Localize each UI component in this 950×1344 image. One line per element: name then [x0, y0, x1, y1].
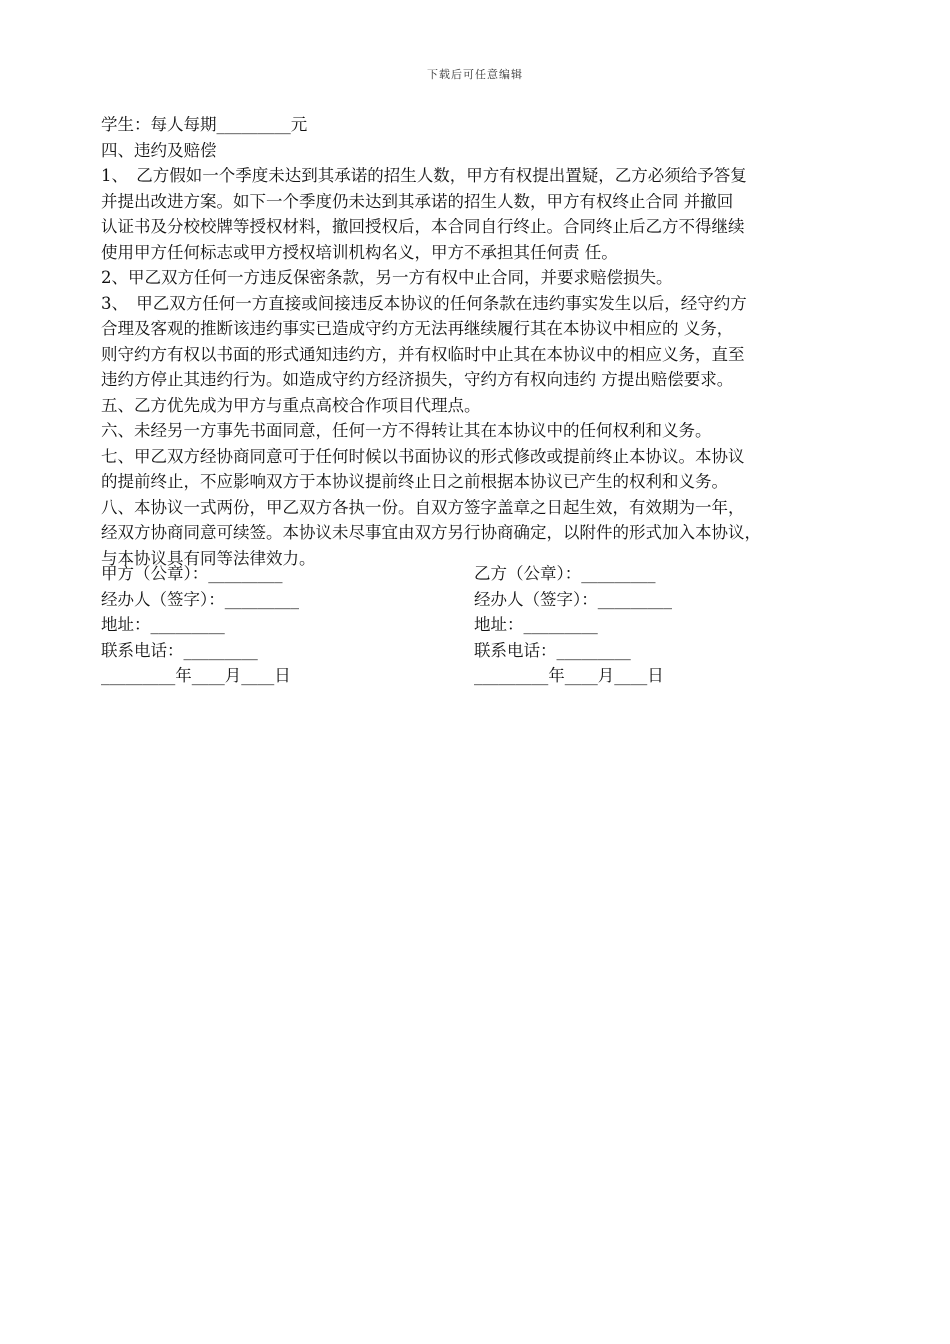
clause-1-line-4: 使用甲方任何标志或甲方授权培训机构名义，甲方不承担其任何责 任。	[101, 242, 618, 262]
student-fee-line: 学生：每人每期_________元	[101, 115, 308, 134]
header-note: 下载后可任意编辑	[427, 68, 523, 81]
party-b-agent: 经办人（签字）：_________	[474, 589, 672, 609]
party-b-address: 地址：_________	[474, 615, 598, 634]
clause-1-line-2: 并提出改进方案。如下一个季度仍未达到其承诺的招生人数，甲方有权终止合同 并撤回	[101, 191, 734, 211]
signature-row-party	[101, 561, 861, 587]
party-a-seal: 甲方（公章）：_________	[101, 564, 283, 583]
party-b-seal: 乙方（公章）：_________	[474, 564, 656, 583]
section-six: 六、未经另一方事先书面同意，任何一方不得转让其在本协议中的任何权利和义务。	[101, 421, 712, 440]
party-a-phone: 联系电话：_________	[101, 640, 258, 660]
clause-3-line-4: 违约方停止其违约行为。如造成守约方经济损失，守约方有权向违约 方提出赔偿要求。	[101, 370, 734, 389]
party-a-address: 地址：_________	[101, 615, 225, 634]
clause-2-line-1: 2、甲乙双方任何一方违反保密条款，另一方有权中止合同，并要求赔偿损失。	[101, 268, 673, 287]
signature-row-phone	[101, 638, 861, 664]
section-heading-breach: 四、违约及赔偿	[101, 140, 217, 160]
signature-row-date	[101, 663, 861, 689]
section-eight-line-2: 经双方协商同意可续签。本协议未尽事宜由双方另行协商确定，以附件的形式加入本协议，	[101, 523, 761, 542]
agreement-body	[101, 112, 861, 571]
section-seven-line-1: 七、甲乙双方经协商同意可于任何时候以书面协议的形式修改或提前终止本协议。本协议	[101, 446, 745, 466]
signature-row-agent	[101, 587, 861, 613]
clause-3-line-1: 3、 甲乙双方任何一方直接或间接违反本协议的任何条款在违约事实发生以后，经守约方	[101, 293, 747, 313]
party-b-phone: 联系电话：_________	[474, 640, 631, 660]
section-five: 五、乙方优先成为甲方与重点高校合作项目代理点。	[101, 395, 481, 415]
section-eight-line-3: 与本协议具有同等法律效力。	[101, 548, 316, 568]
section-eight-line-1: 八、本协议一式两份，甲乙双方各执一份。自双方签字盖章之日起生效，有效期为一年，	[101, 497, 745, 517]
party-b-date: _________年____月____日	[474, 666, 664, 685]
signature-row-address	[101, 612, 861, 638]
signature-block	[101, 561, 861, 689]
party-a-agent: 经办人（签字）：_________	[101, 589, 299, 609]
clause-3-line-2: 合理及客观的推断该违约事实已造成守约方无法再继续履行其在本协议中相应的 义务，	[101, 319, 734, 338]
clause-1-line-1: 1、 乙方假如一个季度未达到其承诺的招生人数，甲方有权提出置疑，乙方必须给予答复	[101, 166, 747, 185]
clause-1-line-3: 认证书及分校校牌等授权材料，撤回授权后，本合同自行终止。合同终止后乙方不得继续	[101, 217, 745, 236]
clause-3-line-3: 则守约方有权以书面的形式通知违约方，并有权临时中止其在本协议中的相应义务，直至	[101, 344, 745, 364]
party-a-date: _________年____月____日	[101, 666, 291, 685]
section-seven-line-2: 的提前终止，不应影响双方于本协议提前终止日之前根据本协议已产生的权利和义务。	[101, 472, 728, 491]
